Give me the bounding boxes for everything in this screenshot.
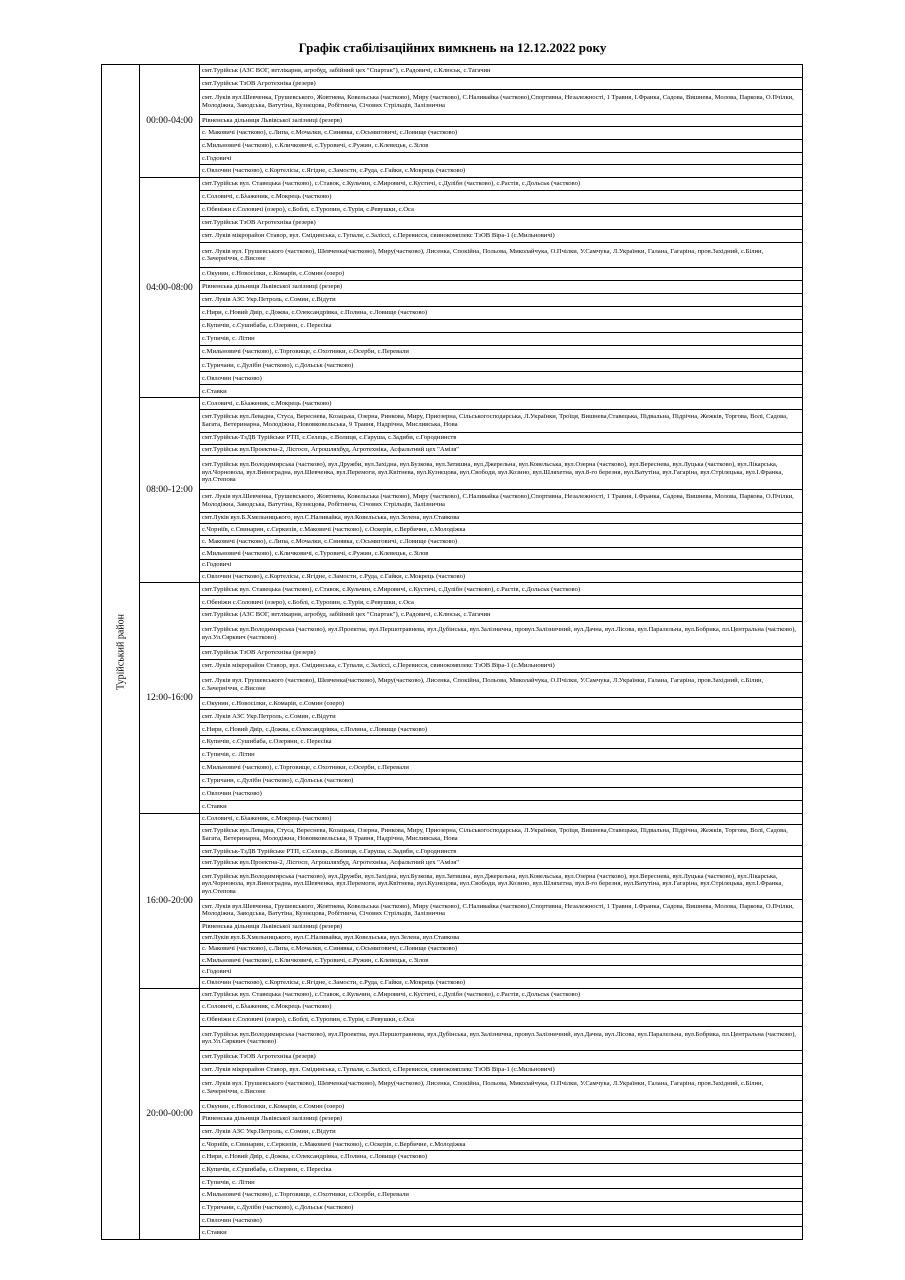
location-row: смт.Луків вул.Б.Хмельницького, вул.С.Наливайка, вул.Ковельська, вул.Зелена, вул.Ставкова	[200, 933, 802, 944]
location-row: смт.Турійськ вул.Володимирська (частково), вул.Проектна, вул.Першотравнева, вул.Дубінська, вул.Залізнична, провул.Залізничний, вул.Дачна, вул.Лісова, вул.Паралельна, вул.Бобрика, пл.Центральна (частково), вул.Ул.Сярквич (частково)	[200, 622, 802, 647]
district-label: Турійський район	[115, 614, 126, 690]
location-row: с.Годовичі	[200, 560, 802, 572]
location-row: с.Обеніжи с.Соловичі (озеро), с.Боблі, с.Туропин, с.Турія, с.Ревушки, с.Оса	[200, 596, 802, 609]
locations-list	[200, 178, 802, 397]
location-row: с.Окунин, с.Новосілки, с.Комарів, с.Сомин (озеро)	[200, 698, 802, 711]
location-row: с.Соловичі, с.Бλаженик, с.Мокрець (частково)	[200, 398, 802, 410]
location-row: с.Овлочин (частково), с.Кортелісы, с.Ягідне, с.Замости, с.Руда, с.Гайки, с.Мокрець (частково)	[202, 573, 466, 581]
location-row: с.Овлочин (частково)	[200, 788, 802, 801]
location-row: смт.Турійськ (АЗС ВОГ, ветлікарня, агробуд, забійний цех "Спартак"), с.Радовичі, с.Клюськ, с.Тагачин	[200, 65, 802, 78]
location-row: Рівненська дільниця Львівської залізниці (резерв)	[200, 1113, 802, 1126]
locations-list	[200, 989, 802, 1239]
location-row: с.Овлочин (частково), с.Кортелісы, с.Ягідне, с.Замости, с.Руда, с.Гайки, с.Мокрець (частково)	[202, 167, 466, 175]
location-row: смт. Луків АЗС Укр.Петроль, с.Сомин, с.Відути	[200, 294, 802, 307]
location-row: с.Овлочин (частково), с.Кортелісы, с.Ягідне, с.Замости, с.Руда, с.Гайки, с.Мокрець (частково)	[202, 978, 466, 986]
location-row: с. Маковичі (частково), с.Липа, с.Мочалки, с.Синявка, с.Осьмиговичі, с.Ловище (частково)	[200, 127, 802, 140]
time-block	[140, 583, 802, 813]
locations-list	[200, 65, 802, 177]
location-row: смт.Турійськ вул. Ставецька (частково), с.Ставок, с.Кульчин, с.Мировичі, с.Кустичі, с.Дулібн (частково), с.Растів, с.Дольськ (частково)	[200, 989, 802, 1002]
location-row: смт. Луків мікрорайон Ставор, вул. Смідинська, с.Тупали, с.Заліссі, с.Перевисся, свинокомплекс ТзОВ Віра-1 (с.Мильновичі)	[200, 660, 802, 673]
location-row: смт.Турійськ (АЗС ВОГ, ветлікарня, агробуд, забійний цех "Спартак"), с.Радовичі, с.Клюськ, с.Тагачин	[200, 609, 802, 622]
time-slot: 16:00-20:00	[140, 814, 200, 988]
location-row: смт.Турійськ вул.Левадна, Стуса, Вереснева, Козацька, Озерна, Ринкова, Миру, Приозерна, Сільськогосподарська, Л.Українки, Троїця, Вишнева,Ставецька, Підвальна, Підрічна, Жежків, Торгова, Волі, Садова, Багата, Ветеринарна, Молодіжна, Нововковельська, 9 Травня, Надрічна, Мисливська, Нова	[200, 825, 802, 846]
location-row: с. Маковичі (частково), с.Липа, с.Мочалки, с.Синявка, с.Осьмиговичі, с.Ловище (частково)	[200, 536, 802, 548]
location-row: с.Мильновичі (частково), с.Торговище, с.Охотники, с.Осерби, с.Перевали	[200, 762, 802, 775]
location-row: с.Купичів, с.Сушибаба, с.Озеряни, с. Пересіка	[200, 736, 802, 749]
location-row: смт. Луків вул.Шевченка, Грушевського, Жовтнева, Ковельська (частково), Миру (частково), С.Наливайка (частково),Спортивна, Незалежності, 1 Травня, І.Франка, Садова, Вишнева, Молова, Паркова, О.Пчілки, Молодіжна, Заводська, Ватутіна, Кузнєцова, Робітнича, Січових Стрільців, Залізнична	[200, 900, 802, 921]
location-row: с.Туричани, с.Дулібн (частково), с.Дольськ (частково)	[200, 1202, 802, 1215]
location-row: с.Туричани, с.Дулібн (частково), с.Дольськ (частково)	[200, 775, 802, 788]
location-row: с.Соловичі, с.Бλаженик, с.Мокрець (частково)	[200, 191, 802, 204]
location-row: с.Мильновичі (частково), с.Торговище, с.Охотники, с.Осерби, с.Перевали	[200, 346, 802, 359]
location-row: Рівненська дільниця Львівської залізниці (резерв)	[200, 281, 802, 294]
location-row: с.Окунин, с.Новосілки, с.Комарів, с.Сомин (озеро)	[200, 1101, 802, 1114]
location-row: с.Окунин, с.Новосілки, с.Комарів, с.Сомин (озеро)	[200, 268, 802, 281]
location-row: Рівненська дільниця Львівської залізниці (резерв)	[200, 115, 802, 128]
location-row: с.Годовичі	[200, 966, 802, 977]
time-slot: 20:00-00:00	[140, 989, 200, 1239]
location-row: смт. Луків вул.Шевченка, Грушевського, Жовтнева, Ковельська (частково), Миру (частково), С.Наливайка (частково),Спортивна, Незалежності, 1 Травня, І.Франка, Садова, Вишнева, Молова, Паркова, О.Пчілки, Молодіжна, Заводська, Ватутіна, Кузнєцова, Робітнича, Січових Стрільців, Залізнична	[200, 490, 802, 513]
location-row: смт.Турійськ вул.Проектна-2, Лісгосп, Агрошляхбуд, Агротехніка, Асфальтний цех "Амізя"	[200, 857, 802, 868]
location-row: смт.Турійськ вул. Ставецька (частково), с.Ставок, с.Кульчин, с.Мировичі, с.Кустичі, с.Дулібн (частково), с.Растів, с.Дольськ (частково)	[200, 178, 802, 191]
location-row: с.Овлочин (частково)	[200, 1215, 802, 1228]
location-row: с.Ниpи, с.Новий Двір, с.Дожва, с.Олександрівка, с.Полина, с.Ловище (частково)	[200, 723, 802, 736]
location-row: смт. Луків вул. Грушевського (частково), Шевченка(частково), Миру(частково), Лисенка, Спокійна, Польова, Миколайчука, О.Пчілки, У.Самчука, Л.Українки, Галана, Гагаріна, пров.Західний, с.Білин, с.Зачерніччя, с.Висоне	[200, 673, 802, 698]
location-row: смт.Турійськ вул.Левадна, Стуса, Вереснева, Козацька, Озерна, Ринкова, Миру, Приозерна, Сільськогосподарська, Л.Українки, Троїця, Вишнева,Ставецька, Підвальна, Підрічна, Жежків, Торгова, Волі, Садова, Багата, Ветеринарна, Молодіжна, Нововковельська, 9 Травня, Надрічна, Мисливська, Нова	[200, 410, 802, 433]
location-row: смт.Луків вул.Б.Хмельницького, вул.С.Наливайка, вул.Ковельська, вул.Зелена, вул.Ставкова	[200, 513, 802, 525]
location-row: с.Ниpи, с.Новий Двір, с.Дожва, с.Олександрівка, с.Полина, с.Ловище (частково)	[200, 1151, 802, 1164]
time-slot: 08:00-12:00	[140, 398, 200, 582]
location-row: смт.Турійськ вул.Проектна-2, Лісгосп, Агрошляхбуд, Агротехніка, Асфальтний цех "Амізя"	[200, 445, 802, 457]
time-block	[140, 814, 802, 989]
time-block	[140, 178, 802, 398]
location-row: смт. Луків АЗС Укр.Петроль, с.Сомин, с.Відути	[200, 710, 802, 723]
page-title: Графік стабілізаційних вимкнень на 12.12.2022 року	[298, 40, 607, 55]
location-row: смт. Луків вул. Грушевського (частково), Шевченка(частково), Миру(частково), Лисенка, Спокійна, Польова, Миколайчука, О.Пчілки, У.Самчука, Л.Українки, Галана, Гагаріна, пров.Західний, с.Білин, с.Зачерніччя, с.Висоне	[200, 1076, 802, 1100]
location-row: смт.Турійськ вул.Володимирська (частково), вул.Дружби, вул.Західна, вул.Бузкова, вул.Затишна, вул.Джерельна, вул.Ковельська, вул.Озерна (частково), вул.Вереснева, вул.Луцька (частково), вул.Лікарська, вул.Чорновола, вул.Виноградна, вул.Шевченка, вул.Перемоги, вул.Квітнева, вул.Кузнєцова, вул.Свободи, вул.Козино, вул.Шляхетна, вул.8-го березня, вул.Ватутіна, вул.Гагаріна, вул.Стрілецька, вул.І.Франка, вул.Степова	[200, 869, 802, 901]
time-block	[140, 65, 802, 178]
location-row: с.Купичів, с.Сушибаба, с.Озеряни, с. Пересіка	[200, 320, 802, 333]
location-row: смт.Турійськ вул.Володимирська (частково), вул.Дружби, вул.Західна, вул.Бузкова, вул.Затишна, вул.Джерельна, вул.Ковельська, вул.Озерна (частково), вул.Вереснева, вул.Луцька (частково), вул.Лікарська, вул.Чорновола, вул.Виноградна, вул.Шевченка, вул.Перемоги, вул.Квітнева, вул.Кузнєцова, вул.Свободи, вул.Козино, вул.Шляхетна, вул.8-го березня, вул.Ватутіна, вул.Гагаріна, вул.Стрілецька, вул.І.Франка, вул.Степова	[200, 456, 802, 489]
time-slot: 00:00-04:00	[140, 65, 200, 177]
location-row: с.Ставки	[202, 1229, 227, 1237]
district-cell	[102, 65, 140, 1239]
location-row: с.Мильновичі (частково), с.Кличковичі, с.Туровичі, с.Ружин, с.Клевецьк, с.Зілов	[200, 140, 802, 153]
locations-list	[200, 398, 802, 582]
location-row: с.Ставки	[202, 387, 227, 395]
location-row: смт.Турійськ ТзОВ Агротехніка (резерв)	[200, 217, 802, 230]
location-row: смт. Луків мікрорайон Ставор, вул. Смідинська, с.Тупали, с.Заліссі, с.Перевисся, свинокомплекс ТзОВ Віра-1 (с.Мильновичі)	[200, 230, 802, 243]
location-row: смт.Турійськ вул.Володимирська (частково), вул.Проектна, вул.Першотравнева, вул.Дубінська, вул.Залізнична, провул.Залізничний, вул.Дачна, вул.Лісова, вул.Паралельна, вул.Бобрика, пл.Центральна (частково), вул.Ул.Сярквич (частково)	[200, 1027, 802, 1051]
location-row: смт.Турійськ вул. Ставецька (частково), с.Ставок, с.Кульчин, с.Мировичі, с.Кустичі, с.Дулібн (частково), с.Растів, с.Дольськ (частково)	[200, 583, 802, 596]
location-row: с.Обеніжи с.Соловичі (озеро), с.Боблі, с.Туропин, с.Турія, с.Ревушки, с.Оса	[200, 1014, 802, 1027]
location-row: смт.Турійськ-ТзДВ Турійське РТП, с.Селець, с.Волиця, с.Гаруша, с.Задиби, с.Городнинств	[200, 846, 802, 857]
time-slot: 04:00-08:00	[140, 178, 200, 397]
location-row: с.Тупичів, с. Літин	[200, 749, 802, 762]
location-row: с.Годовичі	[200, 153, 802, 166]
location-row: с.Соловичі, с.Бλаженик, с.Мокрець (частково)	[200, 814, 802, 825]
locations-list	[200, 583, 802, 812]
location-row: с.Мильновичі (частково), с.Торговище, с.Охотники, с.Осерби, с.Перевали	[200, 1189, 802, 1202]
location-row: с.Обеніжи с.Соловичі (озеро), с.Боблі, с.Туропин, с.Турія, с.Ревушки, с.Оса	[200, 204, 802, 217]
schedule-table	[101, 64, 803, 1240]
location-row: с.Туричани, с.Дулібн (частково), с.Дольськ (частково)	[200, 359, 802, 372]
location-row: смт. Луків АЗС Укр.Петроль, с.Сомин, с.Відути	[200, 1126, 802, 1139]
location-row: смт. Луків мікрорайон Ставор, вул. Смідинська, с.Тупали, с.Заліссі, с.Перевисся, свинокомплекс ТзОВ Віра-1 (с.Мильновичі)	[200, 1064, 802, 1077]
location-row: с.Ставки	[202, 802, 227, 810]
location-row: Рівненська дільниця Львівської залізниці (резерв)	[200, 922, 802, 933]
location-row: с.Ниpи, с.Новий Двір, с.Дожва, с.Олександрівка, с.Полина, с.Ловище (частково)	[200, 307, 802, 320]
location-row: с.Соловичі, с.Бλаженик, с.Мокрець (частково)	[200, 1001, 802, 1014]
locations-list	[200, 814, 802, 988]
location-row: с.Тупичів, с. Літин	[200, 1177, 802, 1190]
time-block	[140, 989, 802, 1239]
location-row: с.Купичів, с.Сушибаба, с.Озеряни, с. Пересіка	[200, 1164, 802, 1177]
location-row: с.Мильновичі (частково), с.Кличковичі, с.Туровичі, с.Ружин, с.Клевецьк, с.Зілов	[200, 955, 802, 966]
location-row: с.Тупичів, с. Літин	[200, 333, 802, 346]
time-slot: 12:00-16:00	[140, 583, 200, 812]
location-row: с.Чорніїв, с.Свинарин, с.Серкизів, с.Маковичі (частково), с.Оскерів, с.Вербичне, с.Молодіжка	[200, 1139, 802, 1152]
location-row: с.Чорніїв, с.Свинарин, с.Серкизів, с.Маковичі (частково), с.Оскерів, с.Вербичне, с.Молодіжка	[200, 524, 802, 536]
location-row: смт.Турійськ-ТзДВ Турійське РТП, с.Селець, с.Волиця, с.Гаруша, с.Задиби, с.Городнинств	[200, 433, 802, 445]
location-row: с. Маковичі (частково), с.Липа, с.Мочалки, с.Синявка, с.Осьмиговичі, с.Ловище (частково)	[200, 944, 802, 955]
location-row: смт.Турійськ ТзОВ Агротехніка (резерв)	[200, 1051, 802, 1064]
location-row: смт. Луків вул. Грушевського (частково), Шевченка(частково), Миру(частково), Лисенка, Спокійна, Польова, Миколайчука, О.Пчілки, У.Самчука, Л.Українки, Галана, Гагаріна, пров.Західний, с.Білин, с.Зачерніччя, с.Висоне	[200, 243, 802, 268]
location-row: смт.Турійськ ТзОВ Агротехніка (резерв)	[200, 647, 802, 660]
location-row: смт.Турійськ ТзОВ Агротехніка (резерв)	[200, 78, 802, 91]
location-row: смт. Луків вул.Шевченка, Грушевського, Жовтнева, Ковельська (частково), Миру (частково), С.Наливайка (частково),Спортивна, Незалежності, 1 Травня, І.Франка, Садова, Вишнева, Молова, Паркова, О.Пчілки, Молодіжна, Заводська, Ватутіна, Кузнєцова, Робітнича, Січових Стрільців, Залізнична	[200, 90, 802, 114]
location-row: с.Мильновичі (частково), с.Кличковичі, с.Туровичі, с.Ружин, с.Клевецьк, с.Зілов	[200, 548, 802, 560]
location-row: с.Овлочин (частково)	[200, 372, 802, 385]
time-block	[140, 398, 802, 583]
